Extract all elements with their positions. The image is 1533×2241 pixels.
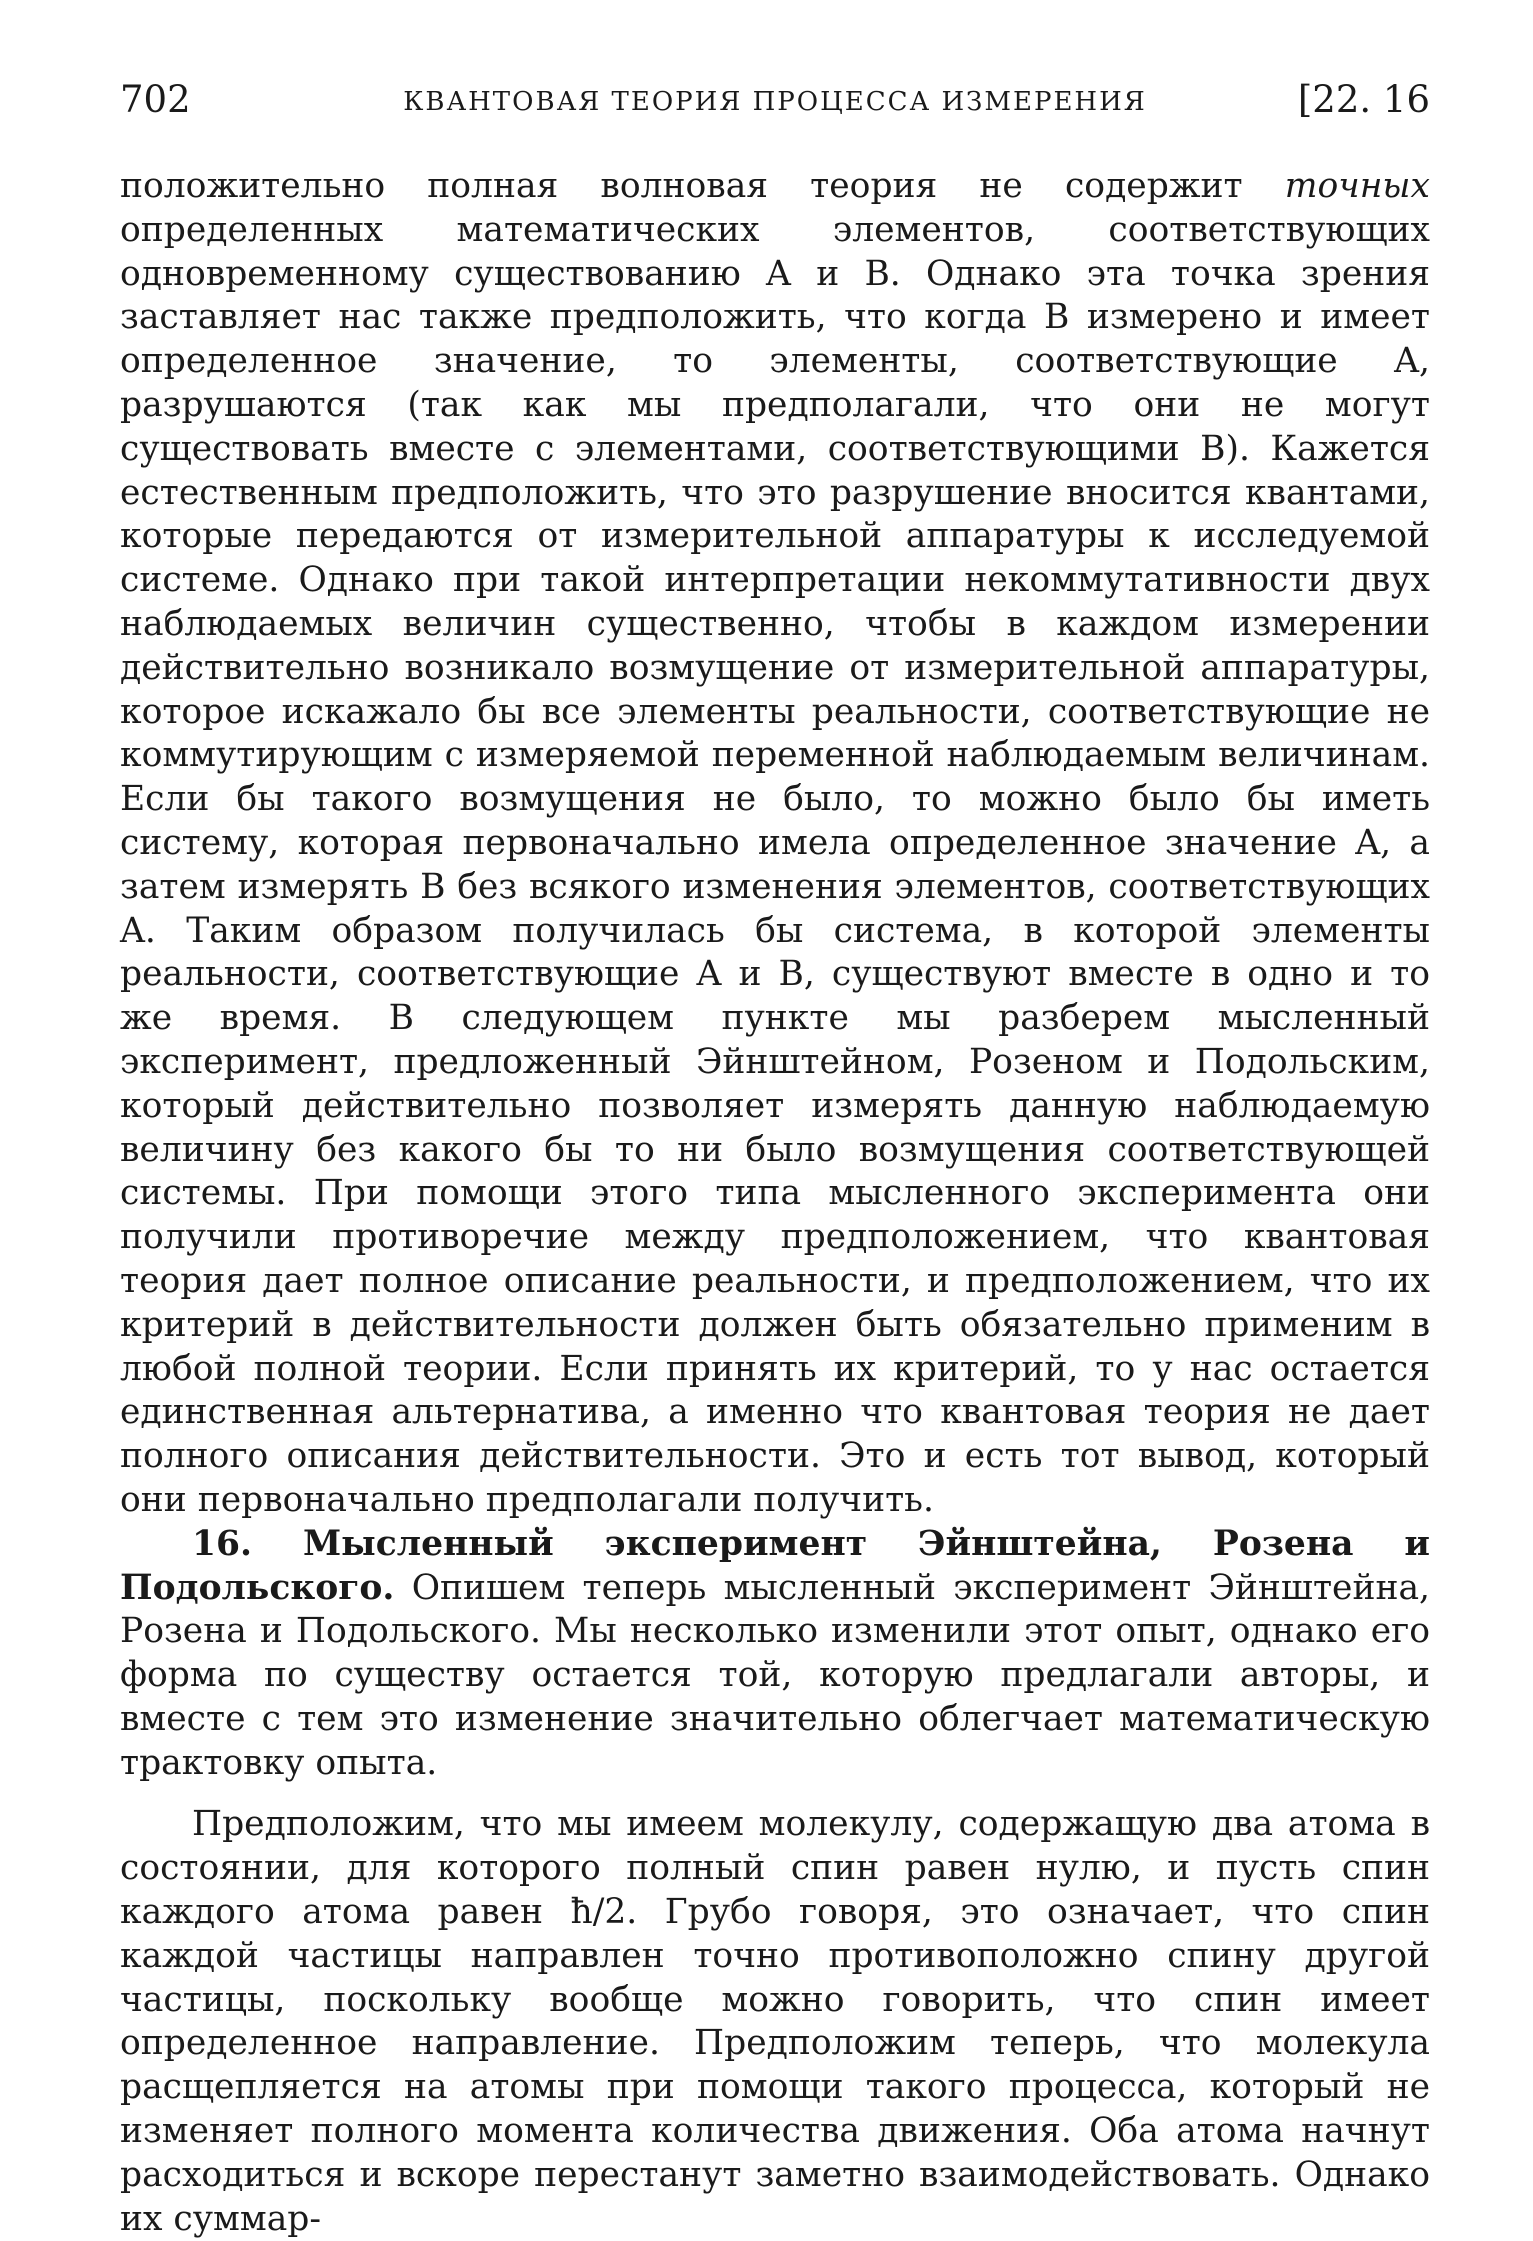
book-page [120,0,1430,2241]
molecule-text: Предположим, что мы имеем молекулу, содержащую два атома в состоянии, для которого полный спин равен нулю, и пусть спин каждого атома равен ħ/2. Грубо говоря, это означает, что спин каждой частицы направлен точно противоположно спину другой частицы, поскольку вообще можно говорить, что спин имеет определенное направление. Предположим теперь, что молекула расщепляется на атомы при помощи такого процесса, который не изменяет полного момента количества движения. Оба атома начнут расходиться и вскоре перестанут заметно взаимодействовать. Однако их суммар- [120,1804,1430,2239]
running-header [120,78,1430,122]
page-number: 702 [120,78,191,121]
section-reference: [22. 16 [1297,78,1430,121]
body-text [120,165,1430,2241]
section-intro-text: Опишем теперь мысленный эксперимент Эйнштейна, Розена и Подольского. Мы несколько изменили этот опыт, однако его форма по существу остается той, которую предлагали авторы, и вместе с тем это изменение значительно облегчает математическую трактовку опыта. [120,1567,1430,1783]
section-16-paragraph [120,1523,1430,1786]
paragraph-continuation [120,165,1430,1523]
section-heading: 16. Мысленный эксперимент Эйнштейна, Розена и Подольского. [120,1523,1430,1608]
paragraph-text-start: положительно полная волновая теория не содержит [120,166,1285,206]
emphasized-word: точных [1284,166,1430,206]
molecule-paragraph [120,1803,1430,2241]
paragraph-text-rest: определенных математических элементов, соответствующих одновременному существованию A и B. Однако эта точка зрения заставляет нас также предположить, что когда B измерено и имеет определенное значение, то элементы, соответствующие A, разрушаются (так как мы предполагали, что они не могут существовать вместе с элементами, соответствующими B). Кажется естественным предположить, что это разрушение вносится квантами, которые передаются от измерительной аппаратуры к исследуемой системе. Однако при такой интерпретации некоммутативности двух наблюдаемых величин существенно, чтобы в каждом измерении действительно возникало возмущение от измерительной аппаратуры, которое искажало бы все элементы реальности, соответствующие не коммутирующим с измеряемой переменной наблюдаемым величинам. Если бы такого возмущения не было, то можно было бы иметь систему, которая первоначально имела определенное значение A, а затем измерять B без всякого изменения элементов, соответствующих A. Таким образом получилась бы система, в которой элементы реальности, соответствующие A и B, существуют вместе в одно и то же время. В следующем пункте мы разберем мысленный эксперимент, предложенный Эйнштейном, Розеном и Подольским, который действительно позволяет измерять данную наблюдаемую величину без какого бы то ни было возмущения соответствующей системы. При помощи этого типа мысленного эксперимента они получили противоречие между предположением, что квантовая теория дает полное описание реальности, и предположением, что их критерий в действительности должен быть обязательно применим в любой полной теории. Если принять их критерий, то у нас остается единственная альтернатива, а именно что квантовая теория не дает полного описания действительности. Это и есть тот вывод, который они первоначально предполагали получить. [120,209,1430,1520]
running-title: КВАНТОВАЯ ТЕОРИЯ ПРОЦЕССА ИЗМЕРЕНИЯ [403,87,1147,117]
